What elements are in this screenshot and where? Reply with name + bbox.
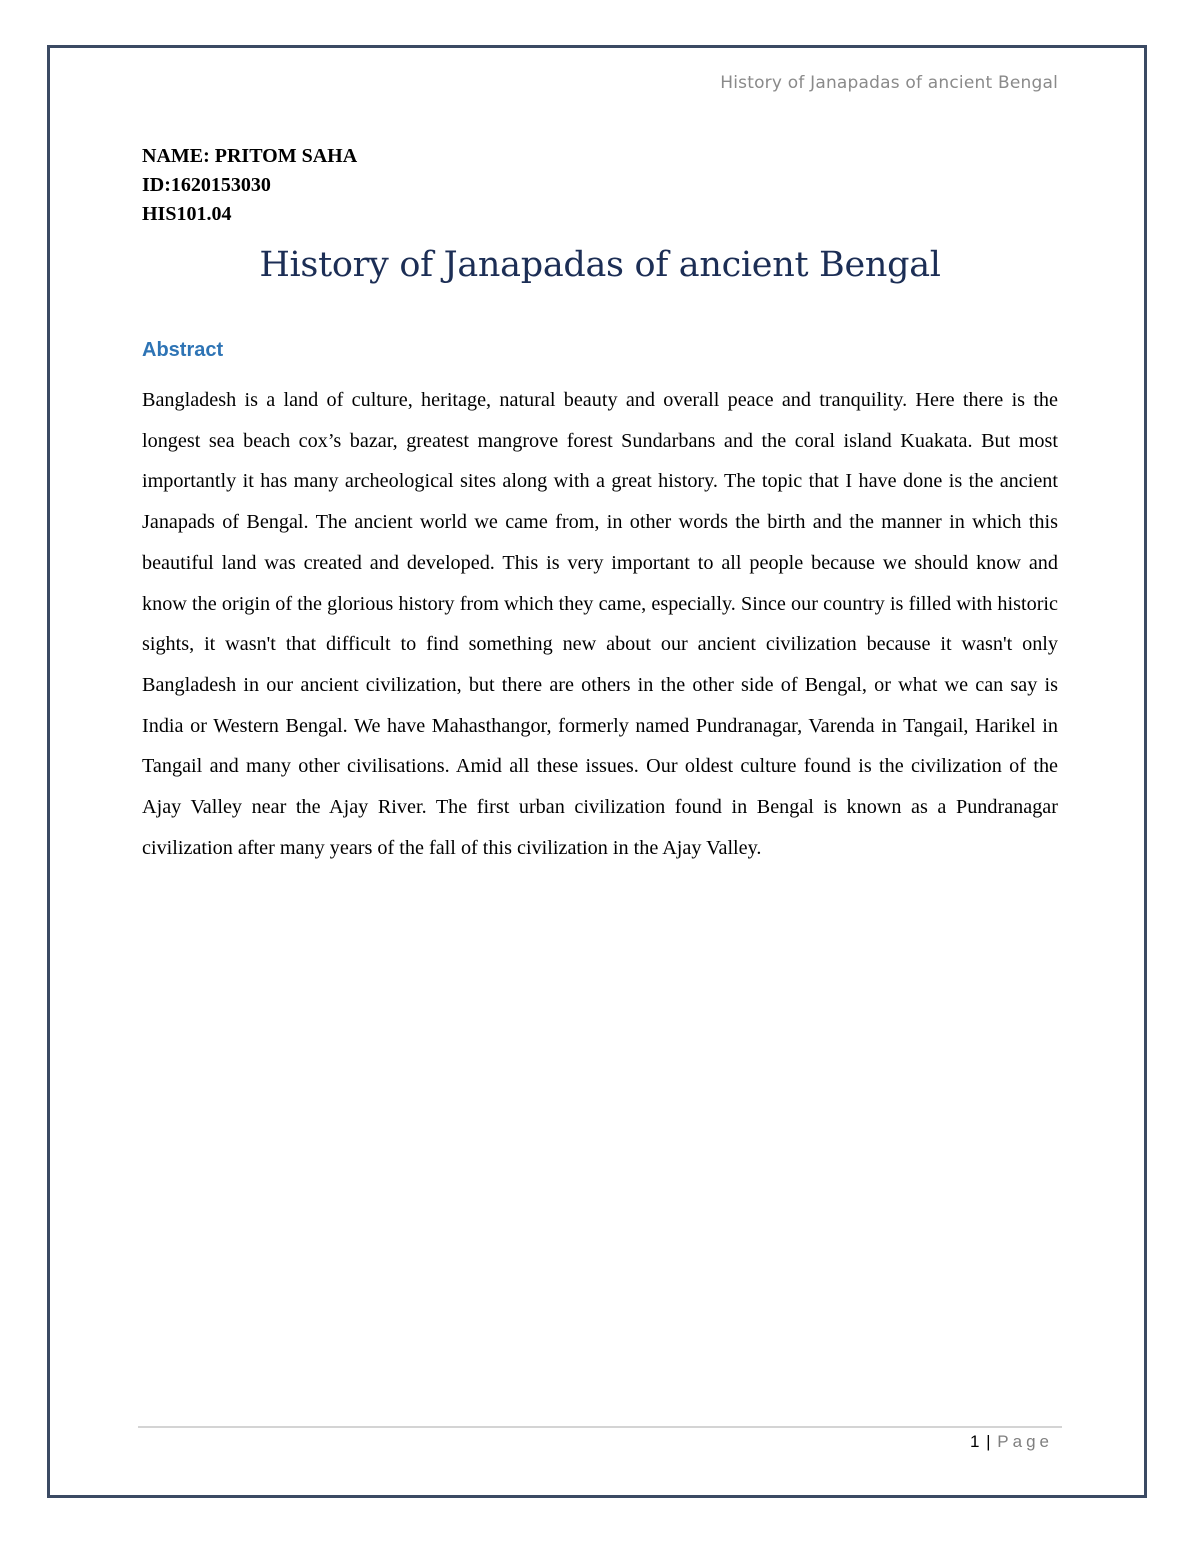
student-name: NAME: PRITOM SAHA [142, 145, 358, 167]
running-header: History of Janapadas of ancient Bengal [720, 73, 1058, 93]
abstract-paragraph: Bangladesh is a land of culture, heritage, natural beauty and overall peace and tranquility. Here there is the longest sea beach cox’s bazar, greatest mangrove forest Sundarbans and the coral island Kuakata. But most importantly it has many archeological sites along with a great history. The topic that I have done is the ancient Janapads of Bengal. The ancient world we came from, in other words the birth and the manner in which this beautiful land was created and developed. This is very important to all people because we should know and know the origin of the glorious history from which they came, especially. Since our country is filled with historic sights, it wasn't that difficult to find something new about our ancient civilization because it wasn't only Bangladesh in our ancient civilization, but there are others in the other side of Bengal, or what we can say is India or Western Bengal. We have Mahasthangor, formerly named Pundranagar, Varenda in Tangail, Harikel in Tangail and many other civilisations. Amid all these issues. Our oldest culture found is the civilization of the Ajay Valley near the Ajay River. The first urban civilization found in Bengal is known as a Pundranagar civilization after many years of the fall of this civilization in the Ajay Valley. [142, 389, 1058, 859]
footer-separator: | [986, 1432, 991, 1451]
abstract-heading: Abstract [142, 339, 224, 361]
page-footer [970, 1432, 1053, 1452]
document-title: History of Janapadas of ancient Bengal [259, 245, 941, 285]
course-code: HIS101.04 [142, 203, 232, 225]
page-label: Page [997, 1432, 1053, 1451]
footer-divider [138, 1426, 1062, 1428]
student-id: ID:1620153030 [142, 174, 271, 196]
student-info [142, 142, 357, 229]
page-number: 1 [969, 1432, 980, 1451]
